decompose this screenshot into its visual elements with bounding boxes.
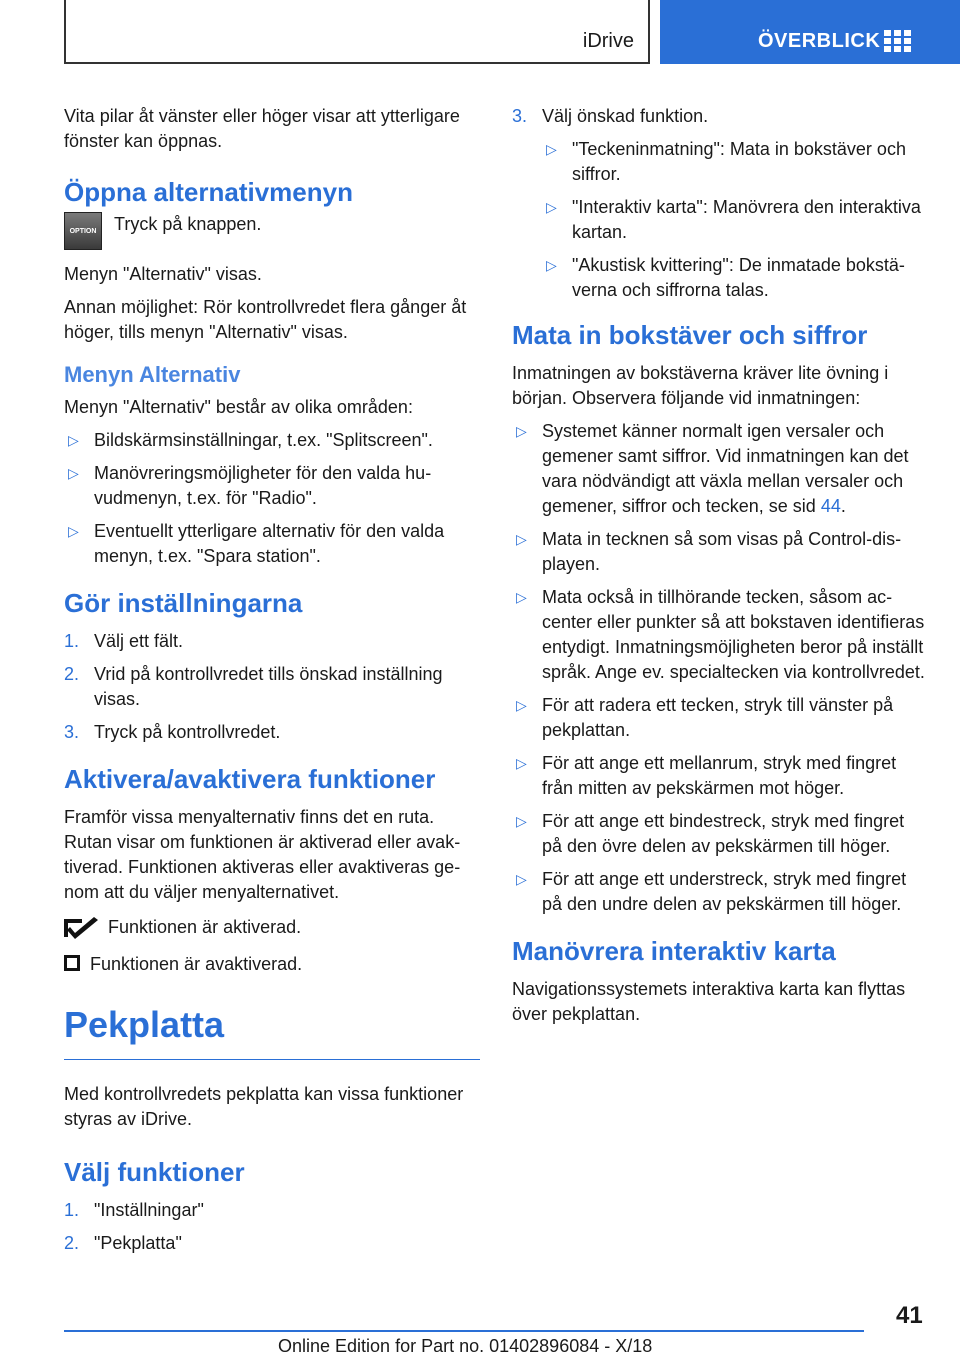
list-item: ▷ För att ange ett bindestreck, stryk med fingret på den övre delen av pekskärmen till höger. <box>516 811 905 856</box>
list-item: ▷ För att ange ett mellanrum, stryk med fingret från mitten av pekskärmen mot höger. <box>516 753 897 798</box>
triangle-bullet-icon: ▷ <box>68 432 79 448</box>
list-item: ▷ Systemet känner normalt igen versaler och gemener samt siffror. Vid inmatningen kan det vara nödvändigt att växla mellan versaler och gemener, siffror och tecken, se sid 44. <box>516 421 909 516</box>
deactivated-text: Funktionen är avaktiverad. <box>90 954 303 974</box>
select-steps <box>64 1198 480 1256</box>
unchecked-box-icon <box>64 955 80 971</box>
list-item: 2. Vrid på kontrollvredet tills önskad inställning visas. <box>64 664 443 709</box>
triangle-bullet-icon: ▷ <box>516 697 527 713</box>
list-item: ▷ Mata in tecknen så som visas på Control-displayen. <box>516 529 902 574</box>
triangle-bullet-icon: ▷ <box>546 199 557 215</box>
menu-list <box>64 428 480 569</box>
heading-settings: Gör inställningarna <box>64 588 303 618</box>
left-column <box>64 104 480 1264</box>
list-item: ▷ "Teckeninmatning": Mata in bokstäver och siffror. <box>546 139 906 184</box>
heading-activate-functions: Aktivera/avaktivera funktioner <box>64 764 436 794</box>
activated-text: Funktionen är aktiverad. <box>108 917 302 937</box>
triangle-bullet-icon: ▷ <box>546 257 557 273</box>
heading-select-functions: Välj funktioner <box>64 1157 245 1187</box>
heading-input-letters: Mata in bokstäver och siffror <box>512 320 868 350</box>
deactivated-row <box>64 952 480 977</box>
intro-paragraph: Vita pilar åt vänster eller höger visar att ytterligare fönster kan öppnas. <box>64 106 460 151</box>
triangle-bullet-icon: ▷ <box>516 531 527 547</box>
list-item: ▷ För att radera ett tecken, stryk till vänster på pekplattan. <box>516 695 894 740</box>
option-paragraph-1: Menyn "Alternativ" visas. <box>64 264 262 284</box>
list-item: ▷ Bildskärmsinställningar, t.ex. "Splitscreen". <box>64 428 480 453</box>
header-chapter-tab[interactable] <box>660 0 960 64</box>
list-item: ▷ "Akustisk kvittering": De inmatade bokstäverna och siffrorna talas. <box>546 255 905 300</box>
triangle-bullet-icon: ▷ <box>516 871 527 887</box>
triangle-bullet-icon: ▷ <box>516 813 527 829</box>
step3-sublist <box>542 137 928 303</box>
checked-box-icon <box>64 917 98 939</box>
triangle-bullet-icon: ▷ <box>68 523 79 539</box>
option-instruction-text: Tryck på knappen. <box>114 214 262 234</box>
header-section-box <box>64 0 650 64</box>
grid-icon <box>884 30 912 54</box>
option-instruction-row <box>64 212 480 250</box>
triangle-bullet-icon: ▷ <box>546 141 557 157</box>
list-item: ▷ Manövreringsmöjligheter för den valda huvudmenyn, t.ex. för "Radio". <box>68 463 432 508</box>
list-item: 2. "Pekplatta" <box>64 1233 182 1253</box>
map-paragraph: Navigationssystemets interaktiva karta kan flyttas över pekplattan. <box>512 979 906 1024</box>
header-section-title: iDrive <box>582 30 634 52</box>
list-item: ▷ Mata också in tillhörande tecken, såsom accenter eller punkter så att bokstaven identifieras entydigt. Inmatningsmöjligheten beror på inställt språk. Ange ev. specialtecken via kontrollvredet. <box>516 587 925 682</box>
page-reference-link[interactable]: 44 <box>820 496 841 516</box>
activated-row <box>64 915 480 940</box>
touchpad-paragraph: Med kontrollvredets pekplatta kan vissa funktioner styras av iDrive. <box>64 1084 464 1129</box>
input-list <box>512 419 928 917</box>
heading-touchpad: Pekplatta <box>64 1003 480 1060</box>
input-paragraph: Inmatningen av bokstäverna kräver lite övning i början. Observera följande vid inmatningen: <box>512 363 889 408</box>
heading-interactive-map: Manövrera interaktiv karta <box>512 936 836 966</box>
page-number: 41 <box>896 1302 923 1329</box>
heading-open-option-menu: Öppna alternativmenyn <box>64 177 353 207</box>
header-chapter-title: ÖVERBLICK <box>758 30 881 52</box>
footer-edition: Online Edition for Part no. 01402896084 - X/18 <box>278 1336 653 1356</box>
list-item: ▷ Eventuellt ytterligare alternativ för den valda menyn, t.ex. "Spara station". <box>68 521 445 566</box>
triangle-bullet-icon: ▷ <box>516 589 527 605</box>
settings-steps <box>64 629 480 745</box>
list-item: 3. Välj önskad funktion. ▷ "Teckeninmatning": Mata in bokstäver och siffror. ▷ "Interaktiv karta": Manövrera den interaktiva kartan. ▷ "Akustisk kvittering": De inmatade bokstäverna och siffrorna talas. <box>512 104 928 303</box>
menu-paragraph: Menyn "Alternativ" består av olika områden: <box>64 397 413 417</box>
activate-paragraph: Framför vissa menyalternativ finns det en ruta. Rutan visar om funktionen är aktiverad eller avaktiverad. Funktionen aktiveras eller avaktiveras genom att du väljer menyalternativet. <box>64 807 461 902</box>
triangle-bullet-icon: ▷ <box>68 465 79 481</box>
triangle-bullet-icon: ▷ <box>516 755 527 771</box>
option-paragraph-2: Annan möjlighet: Rör kontrollvredet flera gånger åt höger, tills menyn "Alternativ" visas. <box>64 297 467 342</box>
triangle-bullet-icon: ▷ <box>516 423 527 439</box>
footer-divider <box>64 1330 864 1332</box>
select-steps-continued <box>512 104 928 303</box>
list-item: 3. Tryck på kontrollvredet. <box>64 722 281 742</box>
list-item: 1. Välj ett fält. <box>64 631 184 651</box>
heading-menu-alternativ: Menyn Alternativ <box>64 362 241 387</box>
list-item: ▷ "Interaktiv karta": Manövrera den interaktiva kartan. <box>546 197 921 242</box>
option-button-icon: OPTION <box>64 212 102 250</box>
list-item: ▷ För att ange ett understreck, stryk med fingret på den undre delen av pekskärmen till höger. <box>516 869 907 914</box>
right-column <box>512 104 928 1035</box>
list-item: 1. "Inställningar" <box>64 1200 204 1220</box>
